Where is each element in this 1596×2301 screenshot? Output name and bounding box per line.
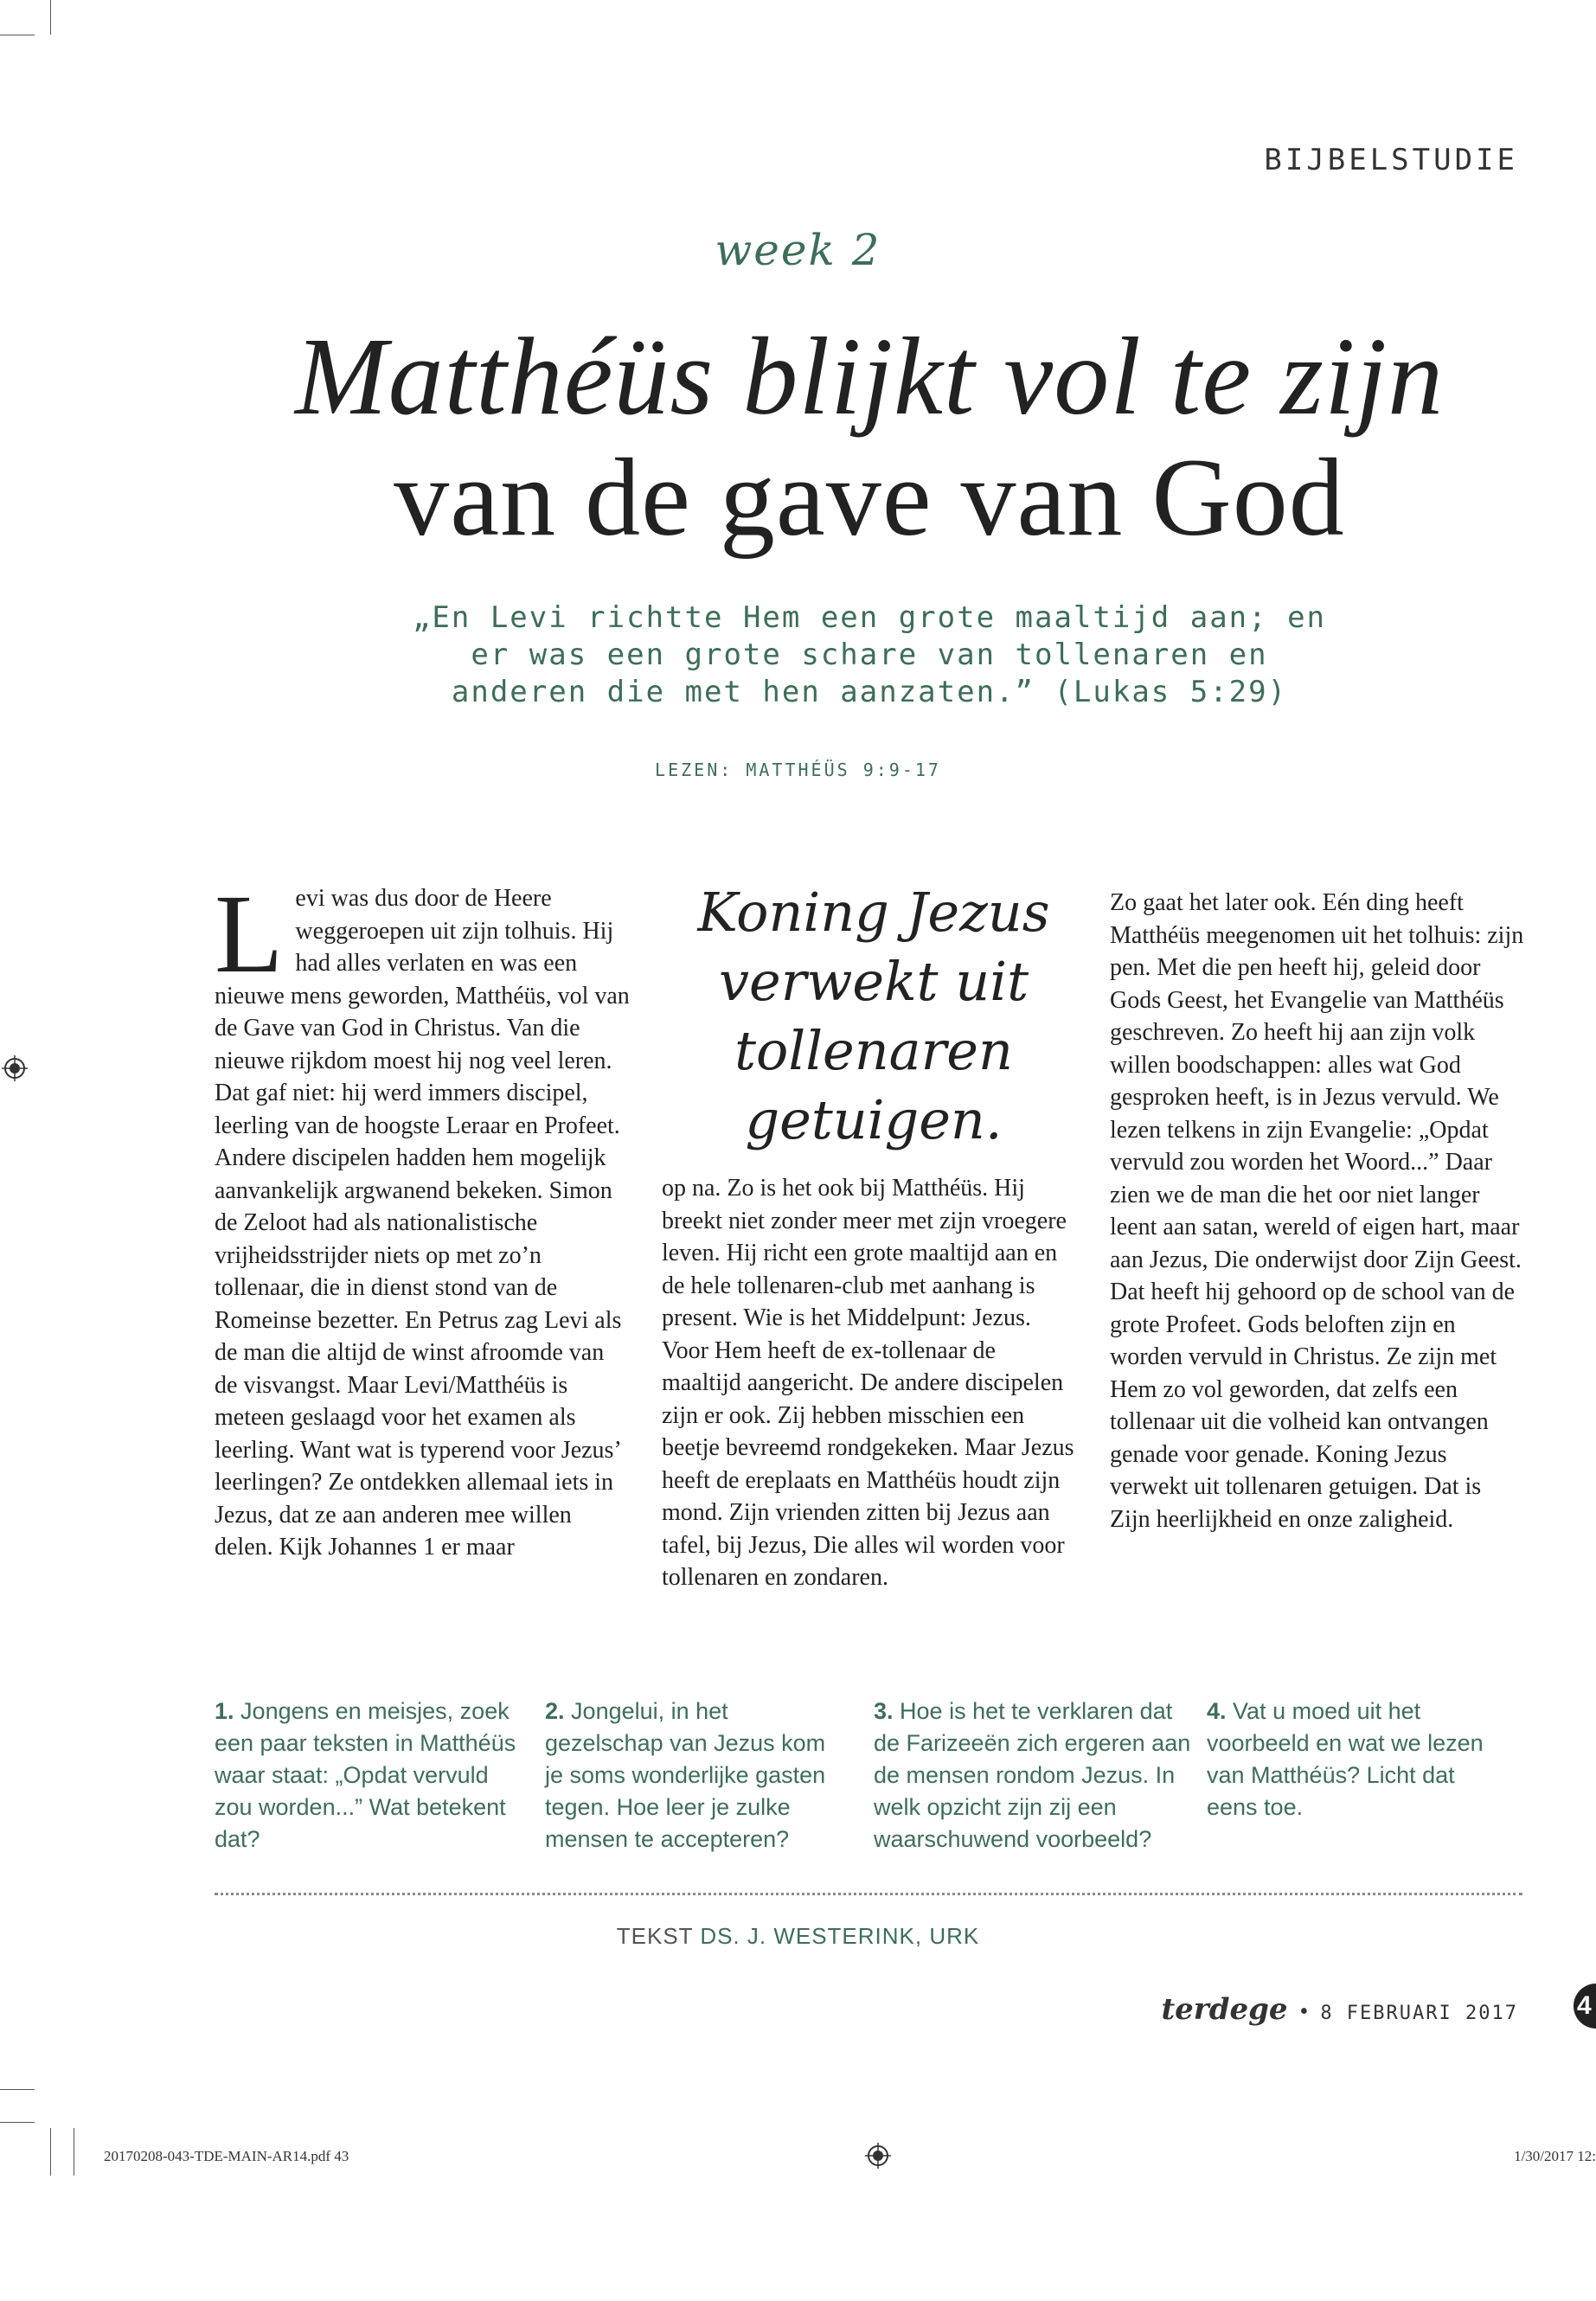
article-title-line1: Matthéüs blijkt vol te zijn bbox=[294, 315, 1445, 438]
page-number: 4 bbox=[1574, 1984, 1596, 2029]
credit-label: TEKST bbox=[616, 1923, 694, 1949]
question-number: 4. bbox=[1207, 1698, 1227, 1724]
magazine-name: terdege bbox=[1161, 1992, 1288, 2027]
crop-mark bbox=[0, 2089, 35, 2090]
question-4 bbox=[1207, 1695, 1509, 1823]
body-text: evi was dus door de Heere weggeroepen uit zijn tolhuis. Hij had alles verlaten en was een nieuwe mens geworden, Matthéüs, vol van de Gave van God in Christus. Van die nieuwe rijkdom moest hij nog veel leren. Dat gaf niet: hij werd immers discipel, leerling van de hoogste Leraar en Profeet. Andere discipelen hadden hem mogelijk aanvankelijk argwanend bekeken. Simon de Zeloot had als nationalistische vrijheidsstrijder niets op met zo’n tollenaar, die in dienst stond van de Romeinse bezetter. En Petrus zag Levi als de man die altijd de winst afroomde van de visvangst. Maar Levi/Matthéüs is meteen geslaagd voor het examen als leerling. Want wat is typerend voor Jezus’ leerlingen? Ze ontdekken allemaal iets in Jezus, dat ze aan anderen mee willen delen. Kijk Johannes 1 er maar bbox=[215, 885, 630, 1561]
question-text: Vat u moed uit het voorbeeld en wat we lezen van Matthéüs? Licht dat eens toe. bbox=[1207, 1698, 1484, 1820]
question-text: Jongens en meisjes, zoek een paar teksten in Matthéüs waar staat: „Opdat vervuld zou worden...” Wat betekent dat? bbox=[215, 1698, 516, 1852]
pull-quote: Koning Jezus verwekt uit tollenaren getuigen. bbox=[697, 881, 1050, 1151]
reading-reference: LEZEN: MATTHÉÜS 9:9-17 bbox=[655, 760, 941, 780]
drop-cap: L bbox=[215, 872, 284, 997]
question-1 bbox=[215, 1695, 517, 1856]
section-label: BIJBELSTUDIE bbox=[1264, 143, 1518, 177]
question-text: Hoe is het te verklaren dat de Farizeeën zich ergeren aan de mensen rondom Jezus. In welk opzicht zijn zij een waarschuwend voorbeeld? bbox=[874, 1698, 1191, 1852]
dotted-divider bbox=[215, 1893, 1522, 1895]
registration-mark-icon bbox=[865, 2143, 891, 2169]
registration-mark-icon bbox=[2, 1055, 28, 1081]
question-number: 3. bbox=[874, 1698, 894, 1724]
question-number: 1. bbox=[215, 1698, 234, 1724]
body-text: Zo gaat het later ook. Eén ding heeft Matthéüs meegenomen uit het tolhuis: zijn pen. Met die pen heeft hij, geleid door Gods Geest, het Evangelie van Matthéüs geschreven. Zo heeft hij aan zijn volk willen boodschappen: alles wat God gesproken heeft, is in Jezus vervuld. We lezen telkens in zijn Evangelie: „Opdat vervuld zou worden het Woord...” Daar zien we de man die het oor niet langer leent aan satan, wereld of eigen hart, maar aan Jezus, Die onderwijst door Zijn Geest. Dat heeft hij gehoord op de school van de grote Profeet. Gods beloften zijn en worden vervuld in Christus. Ze zijn met Hem zo vol geworden, dat zelfs een tollenaar uit die volheid kan ontvangen genade voor genade. Koning Jezus verwekt uit tollenaren getuigen. Dat is Zijn heerlijkheid en onze zaligheid. bbox=[1110, 889, 1524, 1533]
body-text: op na. Zo is het ook bij Matthéüs. Hij breekt niet zonder meer met zijn vroegere leven. Hij richt een grote maaltijd aan en de hele tollenaren-club met aanhang is present. Wie is het Middelpunt: Jezus. Voor Hem heeft de ex-tollenaar de maaltijd aangericht. De andere discipelen zijn er ook. Zij hebben misschien een beetje bevreemd rondgekeken. Maar Jezus heeft de ereplaats en Matthéüs houdt zijn mond. Zijn vrienden zitten bij Jezus aan tafel, bij Jezus, Die alles wil worden voor tollenaren en zondaren. bbox=[662, 1175, 1074, 1591]
crop-mark bbox=[50, 0, 51, 35]
question-3 bbox=[874, 1695, 1194, 1856]
credit-author: DS. J. WESTERINK, URK bbox=[700, 1923, 980, 1949]
footer-brand bbox=[1161, 1992, 1518, 2027]
crop-mark bbox=[50, 2128, 51, 2176]
article-title-line2: van de gave van God bbox=[394, 436, 1345, 559]
body-column-3 bbox=[1110, 887, 1525, 1535]
print-slug-file: 20170208-043-TDE-MAIN-AR14.pdf 43 bbox=[104, 2148, 349, 2164]
print-slug-date: 1/30/2017 12: bbox=[1514, 2148, 1596, 2164]
body-column-2 bbox=[662, 1172, 1077, 1594]
question-number: 2. bbox=[545, 1698, 565, 1724]
crop-mark bbox=[0, 2122, 35, 2123]
question-text: Jongelui, in het gezelschap van Jezus kom je soms wonderlijke gasten tegen. Hoe leer je zulke mensen te accepteren? bbox=[545, 1698, 826, 1852]
brand-separator: • bbox=[1299, 1998, 1309, 2025]
issue-date: 8 FEBRUARI 2017 bbox=[1320, 2003, 1518, 2024]
question-2 bbox=[545, 1695, 848, 1856]
author-credit bbox=[0, 1923, 1596, 1950]
week-label: week 2 bbox=[715, 225, 881, 275]
body-column-1 bbox=[215, 872, 630, 1564]
scripture-quote: „En Levi richtte Hem een grote maaltijd aan; en er was een grote schare van tollenaren en anderen die met hen aanzaten.” (Lukas 5:29) bbox=[412, 600, 1327, 709]
